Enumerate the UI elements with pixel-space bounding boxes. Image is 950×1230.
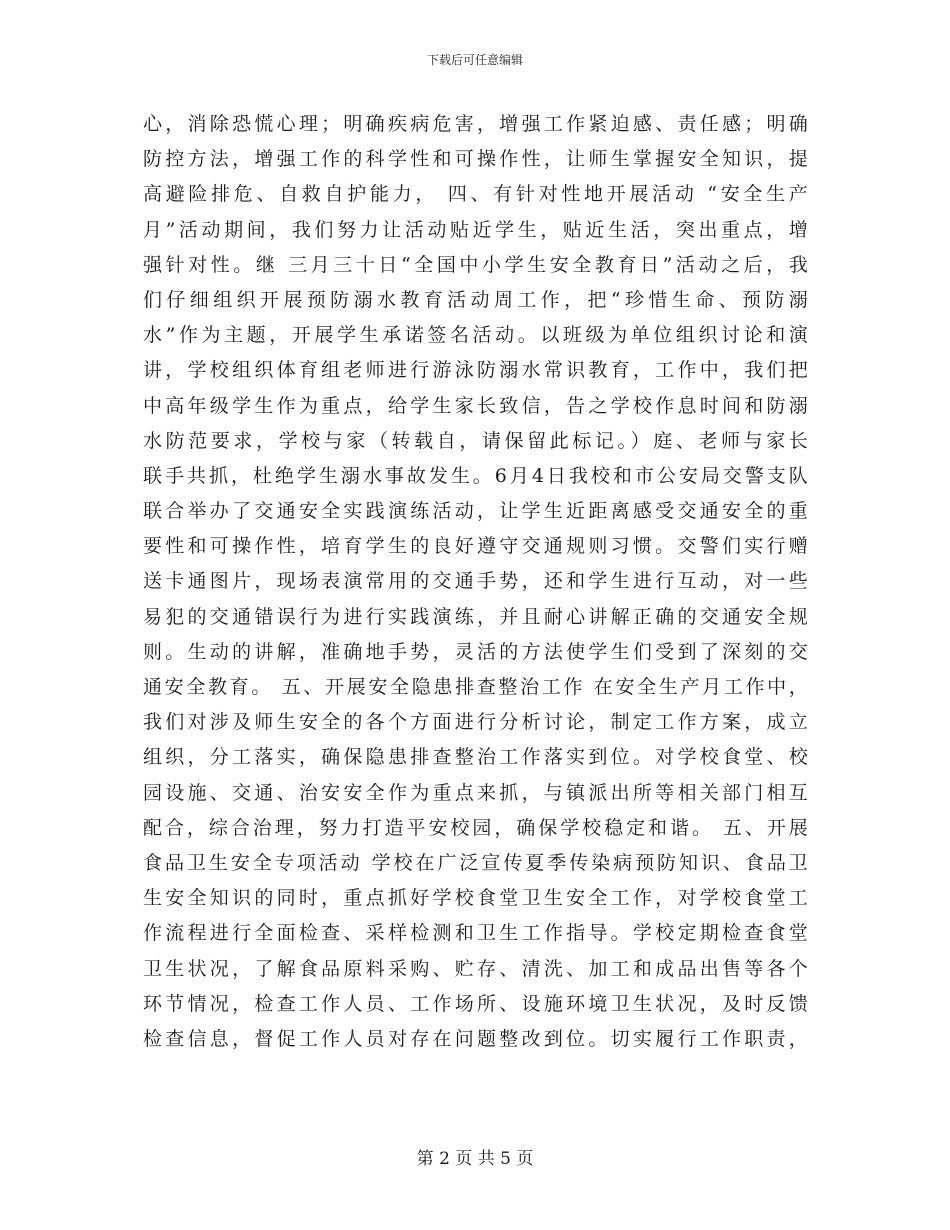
text-line: 月”活动期间，我们努力让活动贴近学生，贴近生活，突出重点，增 <box>143 218 808 241</box>
text-line: 通安全教育。 五、开展安全隐患排查整治工作 在安全生产月工作中， <box>143 676 808 698</box>
text-line: 园设施、交通、治安安全作为重点来抓，与镇派出所等相关部门相互 <box>143 781 808 804</box>
text-line: 水”作为主题，开展学生承诺签名活动。以班级为单位组织讨论和演 <box>143 324 808 347</box>
text-line: 检查信息，督促工作人员对存在问题整改到位。切实履行工作职责， <box>143 1027 808 1050</box>
text-line: 高避险排危、自救自护能力， 四、有针对性地开展活动 “安全生产 <box>143 183 808 206</box>
text-line: 送卡通图片，现场表演常用的交通手势，还和学生进行互动，对一些 <box>143 570 808 593</box>
text-line: 联手共抓，杜绝学生溺水事故发生。6月4日我校和市公安局交警支队 <box>143 464 808 487</box>
text-line: 我们对涉及师生安全的各个方面进行分析讨论，制定工作方案，成立 <box>143 711 808 734</box>
page-number: 第 2 页 共 5 页 <box>416 1149 534 1169</box>
text-line: 环节情况，检查工作人员、工作场所、设施环境卫生状况，及时反馈 <box>143 992 808 1015</box>
text-line: 组织，分工落实，确保隐患排查整治工作落实到位。对学校食堂、校 <box>143 746 808 769</box>
text-line: 生安全知识的同时，重点抓好学校食堂卫生安全工作，对学校食堂工 <box>143 887 808 910</box>
text-line: 讲，学校组织体育组老师进行游泳防溺水常识教育，工作中，我们把 <box>143 359 808 382</box>
body-text <box>143 107 808 1057</box>
text-line: 们仔细组织开展预防溺水教育活动周工作，把“珍惜生命、预防溺 <box>143 288 808 311</box>
text-line: 食品卫生安全专项活动 学校在广泛宣传夏季传染病预防知识、食品卫 <box>143 851 808 874</box>
text-line: 联合举办了交通安全实践演练活动，让学生近距离感受交通安全的重 <box>143 500 808 523</box>
text-line: 防控方法，增强工作的科学性和可操作性，让师生掌握安全知识，提 <box>143 148 808 171</box>
text-line: 水防范要求，学校与家（转载自，请保留此标记。）庭、老师与家长 <box>143 429 808 452</box>
text-line: 作流程进行全面检查、采样检测和卫生工作指导。学校定期检查食堂 <box>143 922 808 945</box>
text-line: 易犯的交通错误行为进行实践演练，并且耐心讲解正确的交通安全规 <box>143 605 808 628</box>
text-line: 中高年级学生作为重点，给学生家长致信，告之学校作息时间和防溺 <box>143 394 808 417</box>
text-line: 则。生动的讲解，准确地手势，灵活的方法使学生们受到了深刻的交 <box>143 640 808 663</box>
page-header: 下载后可任意编辑 <box>426 53 523 67</box>
text-line: 配合，综合治理，努力打造平安校园，确保学校稳定和谐。 五、开展 <box>143 816 808 839</box>
text-line: 心，消除恐慌心理；明确疾病危害，增强工作紧迫感、责任感；明确 <box>143 113 808 135</box>
text-line: 强针对性。继 三月三十日“全国中小学生安全教育日”活动之后，我 <box>143 253 808 276</box>
text-line: 卫生状况，了解食品原料采购、贮存、清洗、加工和成品出售等各个 <box>143 957 808 980</box>
text-line: 要性和可操作性，培育学生的良好遵守交通规则习惯。交警们实行赠 <box>143 535 808 558</box>
